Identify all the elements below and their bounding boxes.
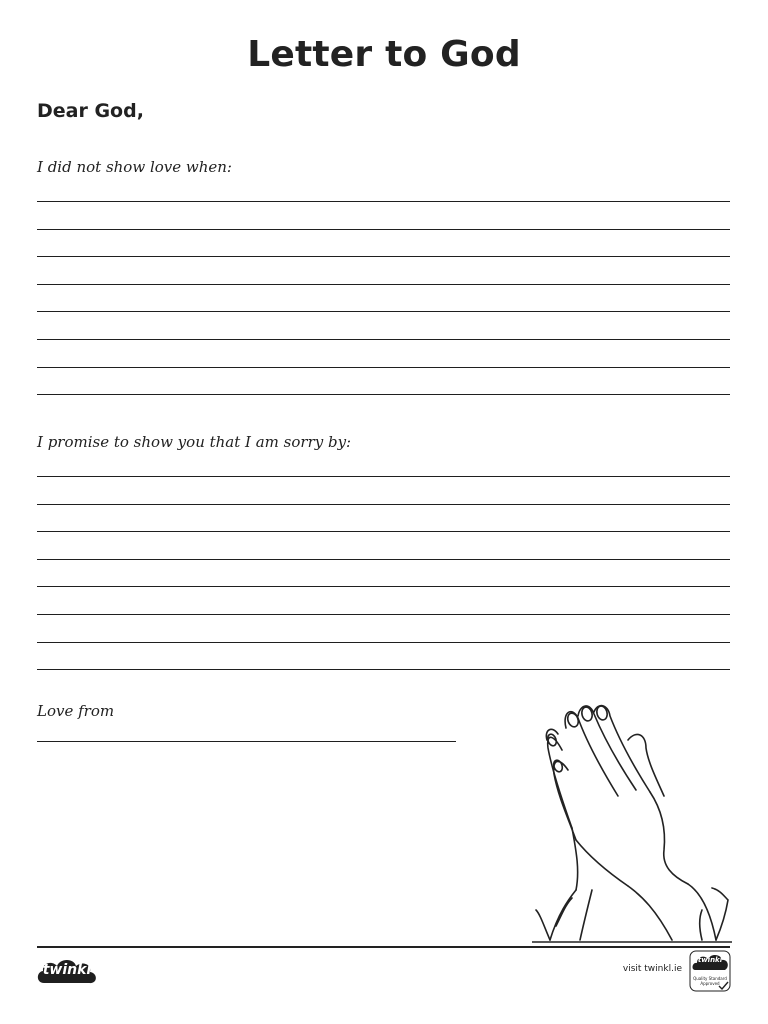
writing-line[interactable] [37,284,730,285]
twinkl-logo[interactable] [36,955,98,989]
praying-hands-icon [532,700,732,944]
writing-line[interactable] [37,531,730,532]
signature-line[interactable] [37,741,456,742]
writing-line[interactable] [37,559,730,560]
writing-line[interactable] [37,614,730,615]
footer-divider [37,946,730,948]
quality-badge [689,950,731,992]
badge-caption: Quality Standard Approved [693,976,727,986]
writing-line[interactable] [37,642,730,643]
writing-line[interactable] [37,201,730,202]
closing-label: Love from [37,702,115,720]
writing-line[interactable] [37,504,730,505]
writing-line[interactable] [37,394,730,395]
page-title: Letter to God [247,34,521,75]
visit-link[interactable]: visit twinkl.ie [622,964,682,974]
greeting: Dear God, [37,100,144,122]
logo-text: twinkl [42,962,92,978]
section-1-prompt: I did not show love when: [37,158,232,176]
writing-line[interactable] [37,256,730,257]
writing-line[interactable] [37,586,730,587]
writing-line[interactable] [37,229,730,230]
writing-line[interactable] [37,476,730,477]
writing-line[interactable] [37,339,730,340]
section-2-prompt: I promise to show you that I am sorry by: [37,433,352,451]
writing-line[interactable] [37,669,730,670]
writing-line[interactable] [37,367,730,368]
writing-line[interactable] [37,311,730,312]
badge-logo-text: twinkl [697,956,723,964]
